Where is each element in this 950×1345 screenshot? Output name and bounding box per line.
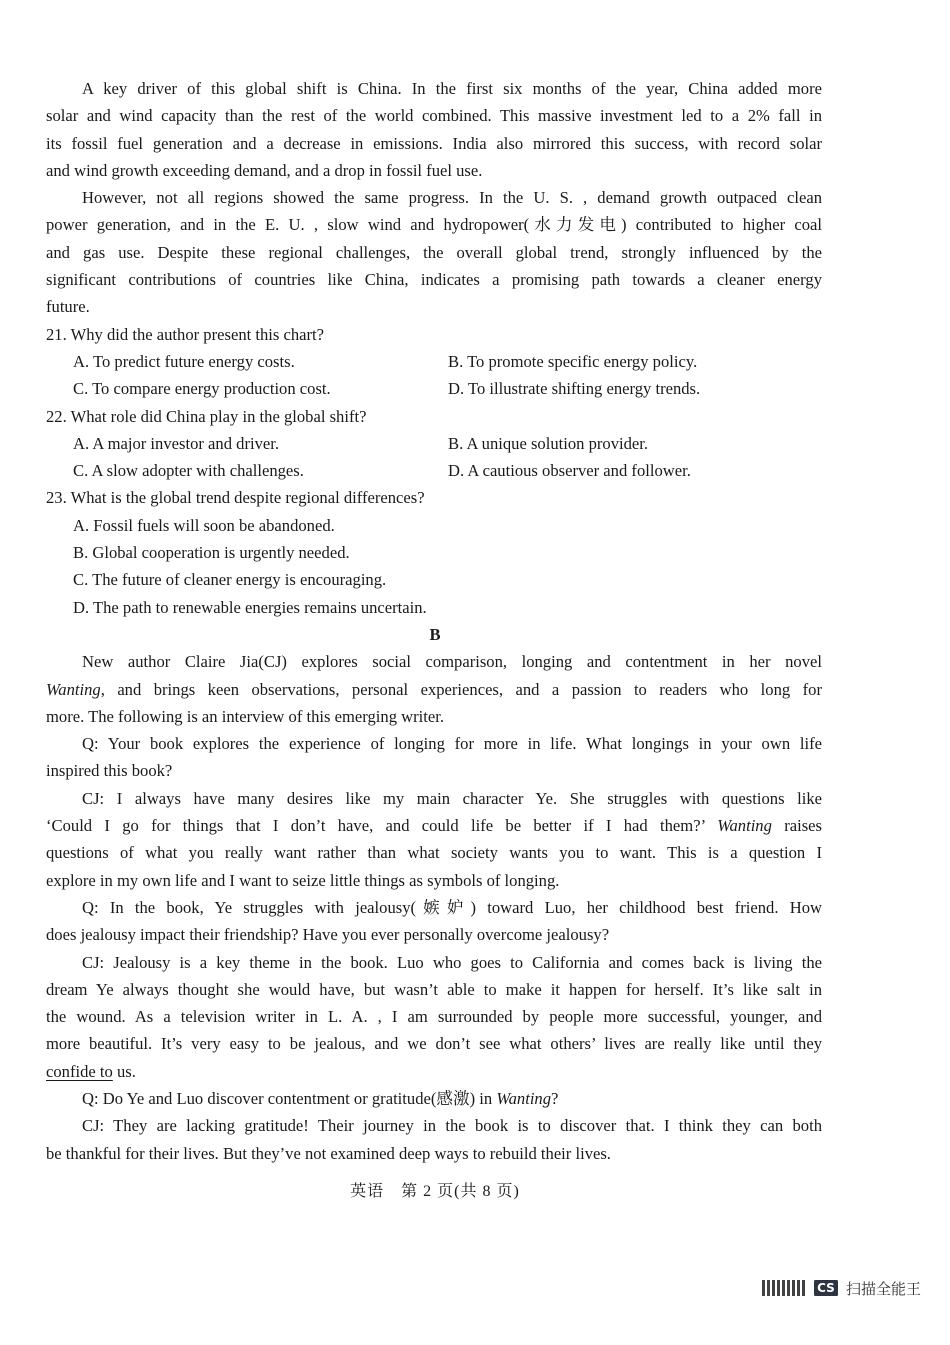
paragraph-line xyxy=(46,703,822,730)
book-title: Wanting xyxy=(46,679,101,699)
answer-option: B. To promote specific energy policy. xyxy=(448,351,698,371)
text-run: Q: Your book explores the experience of longing for more in life. What longings in your own life xyxy=(82,734,822,754)
text-run: us. xyxy=(112,1061,136,1081)
text-run: , and brings keen observations, personal experiences, and a passion to readers who long for xyxy=(100,679,822,699)
scanner-watermark xyxy=(762,1280,921,1296)
answer-options-row xyxy=(0,457,950,484)
text-run: CJ: Jealousy is a key theme in the book. Luo who goes to California and comes back is living the xyxy=(82,952,822,972)
text-run: significant contributions of countries like China, indicates a promising path towards a cleaner energy xyxy=(46,270,822,290)
text-run: CJ: They are lacking gratitude! Their journey in the book is to discover that. I think they can both xyxy=(82,1116,822,1136)
paragraph-line xyxy=(46,1058,822,1085)
question-text xyxy=(46,403,950,430)
text-run: 21. Why did the author present this chart? xyxy=(46,324,325,344)
paragraph-line xyxy=(46,1112,822,1139)
text-run: Q: Do Ye and Luo discover contentment or gratitude(感激) in xyxy=(82,1088,497,1108)
page-footer: 英语 第 2 页(共 8 页) xyxy=(350,1183,520,1200)
paragraph-line xyxy=(46,757,822,784)
paragraph-line xyxy=(46,1003,822,1030)
camscanner-logo-icon: CS xyxy=(814,1280,838,1296)
answer-option: C. To compare energy production cost. xyxy=(73,379,331,399)
book-title: Wanting xyxy=(496,1088,552,1108)
paragraph-line xyxy=(46,730,822,757)
paragraph-line xyxy=(46,1085,822,1112)
paragraph-line xyxy=(46,75,822,102)
paragraph-line xyxy=(46,839,822,866)
paragraph-line xyxy=(46,867,822,894)
answer-option: D. A cautious observer and follower. xyxy=(448,461,691,481)
paragraph-line xyxy=(46,130,822,157)
text-run: future. xyxy=(46,297,90,317)
answer-option: C. The future of cleaner energy is encouraging. xyxy=(73,570,387,590)
text-run: and gas use. Despite these regional challenges, the overall global trend, strongly influenced by the xyxy=(46,242,822,262)
text-run: CJ: I always have many desires like my main character Ye. She struggles with questions like xyxy=(82,788,822,808)
text-run: dream Ye always thought she would have, but wasn’t able to make it happen for herself. It’s like salt in xyxy=(46,979,822,999)
text-run: power generation, and in the E. U. , slow wind and hydropower(水力发电) contributed to higher coal xyxy=(46,215,822,235)
text-run: However, not all regions showed the same progress. In the U. S. , demand growth outpaced clean xyxy=(82,188,822,208)
paragraph-line xyxy=(46,266,822,293)
text-run: New author Claire Jia(CJ) explores social comparison, longing and contentment in her novel xyxy=(82,652,822,672)
paragraph-line xyxy=(46,894,822,921)
answer-options-row xyxy=(0,539,950,566)
paragraph-line xyxy=(46,1140,822,1167)
paragraph-line xyxy=(46,648,822,675)
answer-options-row xyxy=(0,348,950,375)
paragraph-line xyxy=(46,211,822,238)
paragraph-line xyxy=(46,949,822,976)
paragraph-line xyxy=(46,785,822,812)
paragraph-line xyxy=(46,921,822,948)
text-run: inspired this book? xyxy=(46,761,173,781)
paragraph-line xyxy=(46,239,822,266)
text-run: the wound. As a television writer in L. A. , I am surrounded by people more successful, younger, and xyxy=(46,1007,822,1027)
paragraph-line xyxy=(46,184,822,211)
answer-option: D. The path to renewable energies remains uncertain. xyxy=(73,597,427,617)
answer-option: D. To illustrate shifting energy trends. xyxy=(448,379,701,399)
paragraph-line xyxy=(46,102,822,129)
text-run: ? xyxy=(551,1088,559,1108)
text-run: and wind growth exceeding demand, and a drop in fossil fuel use. xyxy=(46,160,483,180)
answer-option: C. A slow adopter with challenges. xyxy=(73,461,304,481)
answer-option: A. Fossil fuels will soon be abandoned. xyxy=(73,515,335,535)
paragraph-line xyxy=(46,676,822,703)
text-run: 23. What is the global trend despite regional differences? xyxy=(46,488,425,508)
answer-options-row xyxy=(0,430,950,457)
paragraph-line xyxy=(46,812,822,839)
text-run: its fossil fuel generation and a decrease in emissions. India also mirrored this success, with record solar xyxy=(46,133,822,153)
answer-options-row xyxy=(0,375,950,402)
question-text xyxy=(46,484,950,511)
text-run: more. The following is an interview of this emerging writer. xyxy=(46,706,445,726)
paragraph-line xyxy=(46,157,822,184)
text-run: be thankful for their lives. But they’ve not examined deep ways to rebuild their lives. xyxy=(46,1143,611,1163)
document-page xyxy=(0,75,950,1167)
underlined-phrase: confide to xyxy=(46,1061,113,1081)
text-run: Q: In the book, Ye struggles with jealousy(嫉妒) toward Luo, her childhood best friend. How xyxy=(82,897,822,917)
paragraph-line xyxy=(46,976,822,1003)
text-run: solar and wind capacity than the rest of the world combined. This massive investment led to a 2% fall in xyxy=(46,106,822,126)
answer-option: B. Global cooperation is urgently needed. xyxy=(73,543,350,563)
text-run: more beautiful. It’s very easy to be jealous, and we don’t see what others’ lives are really like until they xyxy=(46,1034,822,1054)
text-run: does jealousy impact their friendship? Have you ever personally overcome jealousy? xyxy=(46,925,610,945)
text-run: questions of what you really want rather than what society wants you to want. This is a question I xyxy=(46,843,822,863)
answer-options-row xyxy=(0,594,950,621)
book-title: Wanting xyxy=(717,816,772,836)
question-text xyxy=(46,321,950,348)
text-run: ‘Could I go for things that I don’t have, and could life be better if I had them?’ xyxy=(46,816,718,836)
answer-options-row xyxy=(0,566,950,593)
paragraph-line xyxy=(46,1030,822,1057)
answer-option: A. A major investor and driver. xyxy=(73,433,280,453)
text-run: A key driver of this global shift is China. In the first six months of the year, China added more xyxy=(82,79,822,98)
scanner-brand-label: 扫描全能王 xyxy=(846,1280,922,1296)
answer-option: B. A unique solution provider. xyxy=(448,433,649,453)
qr-code-icon xyxy=(762,1280,806,1296)
section-heading xyxy=(0,621,870,648)
text-run: raises xyxy=(771,816,822,836)
paragraph-line xyxy=(46,293,822,320)
answer-options-row xyxy=(0,512,950,539)
answer-option: A. To predict future energy costs. xyxy=(73,351,295,371)
text-run: B xyxy=(429,624,441,644)
text-run: explore in my own life and I want to seize little things as symbols of longing. xyxy=(46,870,560,890)
text-run: 22. What role did China play in the global shift? xyxy=(46,406,367,426)
